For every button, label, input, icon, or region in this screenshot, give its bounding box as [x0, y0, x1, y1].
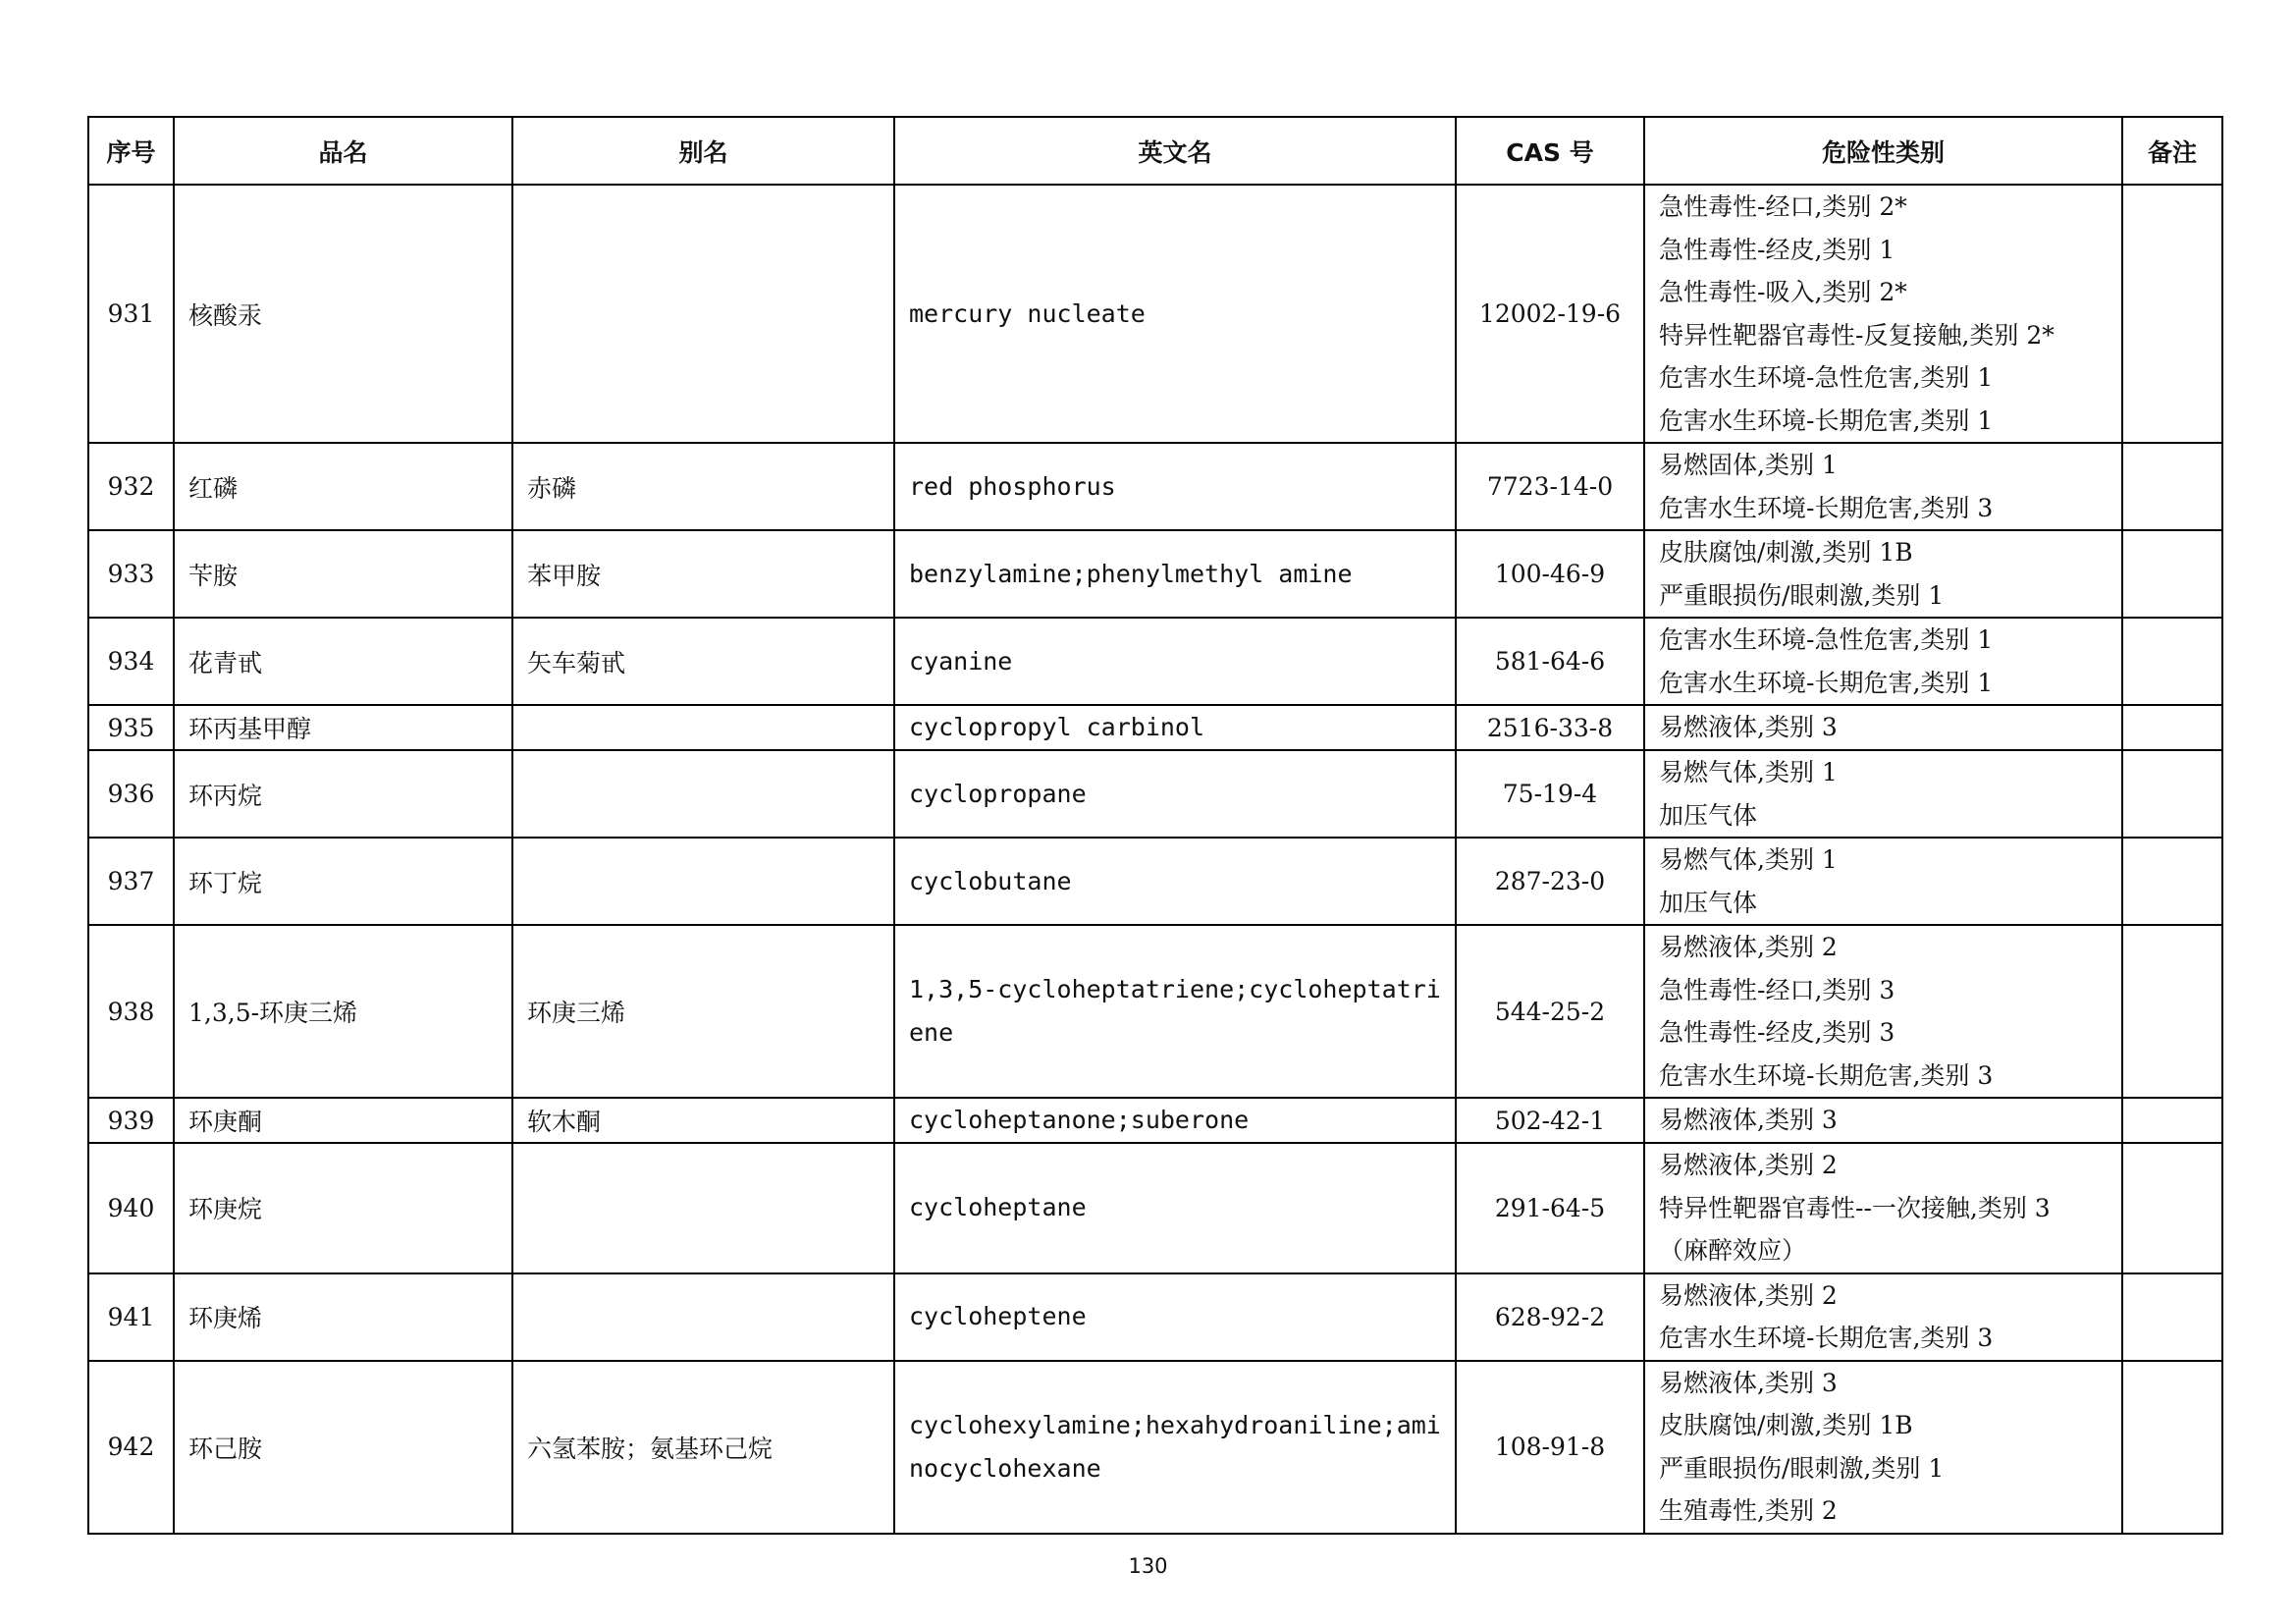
cell-no: 934 [88, 618, 174, 705]
hazard-line: 易燃固体,类别 1 [1659, 451, 1838, 479]
hazard-line: 皮肤腐蚀/刺激,类别 1B [1659, 1411, 1913, 1439]
cell-english-name: benzylamine;phenylmethyl amine [894, 530, 1456, 618]
cell-remark [2122, 705, 2222, 750]
cell-hazard-class [1644, 1361, 2122, 1534]
cell-name: 环丙基甲醇 [174, 705, 512, 750]
cell-cas: 2516-33-8 [1456, 705, 1644, 750]
hazard-line: 加压气体 [1659, 888, 1758, 917]
cell-name: 苄胺 [174, 530, 512, 618]
header-name: 品名 [174, 117, 512, 185]
cell-hazard-class [1644, 1273, 2122, 1361]
cell-remark [2122, 1273, 2222, 1361]
table-row [88, 925, 2222, 1098]
cell-english-name: red phosphorus [894, 443, 1456, 530]
cell-hazard-class [1644, 443, 2122, 530]
cell-alias [512, 1273, 894, 1361]
cell-name: 环庚烯 [174, 1273, 512, 1361]
cell-alias: 软木酮 [512, 1098, 894, 1143]
cell-cas: 502-42-1 [1456, 1098, 1644, 1143]
cell-no: 940 [88, 1143, 174, 1273]
cell-cas: 291-64-5 [1456, 1143, 1644, 1273]
cell-remark [2122, 530, 2222, 618]
cell-english-name: 1,3,5-cycloheptatriene;cycloheptatriene [894, 925, 1456, 1098]
hazard-line: 急性毒性-经口,类别 2* [1659, 192, 1907, 221]
hazard-line: 易燃液体,类别 2 [1659, 1280, 1838, 1310]
cell-cas: 544-25-2 [1456, 925, 1644, 1098]
table-row [88, 705, 2222, 750]
cell-cas: 287-23-0 [1456, 838, 1644, 925]
cell-hazard-class [1644, 838, 2122, 925]
hazard-line: 易燃液体,类别 2 [1659, 1151, 1838, 1179]
cell-hazard-class [1644, 705, 2122, 750]
cell-english-name: cycloheptene [894, 1273, 1456, 1361]
cell-cas: 100-46-9 [1456, 530, 1644, 618]
cell-name: 核酸汞 [174, 185, 512, 443]
cell-cas: 12002-19-6 [1456, 185, 1644, 443]
cell-alias [512, 1143, 894, 1273]
cell-alias: 苯甲胺 [512, 530, 894, 618]
cell-name: 1,3,5-环庚三烯 [174, 925, 512, 1098]
cell-alias [512, 838, 894, 925]
table-body [88, 185, 2222, 1534]
table-row [88, 1361, 2222, 1534]
hazard-line: 危害水生环境-长期危害,类别 1 [1659, 668, 1994, 697]
cell-english-name: cyclobutane [894, 838, 1456, 925]
cell-remark [2122, 838, 2222, 925]
cell-alias: 赤磷 [512, 443, 894, 530]
table-header-row [88, 117, 2222, 185]
hazard-line: 生殖毒性,类别 2 [1659, 1496, 1838, 1525]
cell-remark [2122, 1143, 2222, 1273]
cell-hazard-class [1644, 925, 2122, 1098]
cell-hazard-class [1644, 618, 2122, 705]
cell-name: 红磷 [174, 443, 512, 530]
cell-english-name: mercury nucleate [894, 185, 1456, 443]
cell-alias: 矢车菊甙 [512, 618, 894, 705]
hazard-line: 特异性靶器官毒性-反复接触,类别 2* [1659, 320, 2055, 350]
header-alias: 别名 [512, 117, 894, 185]
cell-hazard-class [1644, 1143, 2122, 1273]
cell-no: 931 [88, 185, 174, 443]
page-number: 130 [1128, 1554, 1168, 1578]
cell-name: 环丙烷 [174, 750, 512, 838]
hazard-line: 加压气体 [1659, 800, 1758, 830]
header-remark: 备注 [2122, 117, 2222, 185]
table-row [88, 1098, 2222, 1143]
cell-name: 环庚酮 [174, 1098, 512, 1143]
hazard-line: 急性毒性-吸入,类别 2* [1659, 278, 1907, 306]
cell-no: 932 [88, 443, 174, 530]
cell-english-name: cyclopropane [894, 750, 1456, 838]
hazard-line: 严重眼损伤/眼刺激,类别 1 [1659, 1453, 1945, 1483]
hazard-line: 危害水生环境-长期危害,类别 3 [1659, 1324, 1994, 1352]
cell-name: 环丁烷 [174, 838, 512, 925]
cell-hazard-class [1644, 185, 2122, 443]
cell-alias [512, 750, 894, 838]
cell-no: 941 [88, 1273, 174, 1361]
hazard-line: 易燃液体,类别 3 [1659, 1368, 1838, 1397]
cell-no: 937 [88, 838, 174, 925]
hazard-line: 急性毒性-经皮,类别 3 [1659, 1018, 1896, 1047]
hazard-line: 急性毒性-经口,类别 3 [1659, 975, 1896, 1004]
hazard-line: 危害水生环境-长期危害,类别 3 [1659, 1060, 1994, 1090]
hazard-line: 危害水生环境-急性危害,类别 1 [1659, 625, 1994, 654]
table-row [88, 443, 2222, 530]
hazard-line: 易燃气体,类别 1 [1659, 845, 1838, 874]
cell-hazard-class [1644, 1098, 2122, 1143]
hazard-line: 易燃液体,类别 3 [1659, 1106, 1838, 1135]
cell-remark [2122, 750, 2222, 838]
cell-cas: 628-92-2 [1456, 1273, 1644, 1361]
cell-english-name: cycloheptane [894, 1143, 1456, 1273]
cell-no: 939 [88, 1098, 174, 1143]
table-row [88, 185, 2222, 443]
cell-hazard-class [1644, 530, 2122, 618]
cell-english-name: cyclopropyl carbinol [894, 705, 1456, 750]
cell-no: 935 [88, 705, 174, 750]
table-row [88, 1273, 2222, 1361]
hazard-line: 易燃液体,类别 3 [1659, 713, 1838, 742]
cell-english-name: cyanine [894, 618, 1456, 705]
cell-alias [512, 185, 894, 443]
cell-remark [2122, 185, 2222, 443]
cell-no: 933 [88, 530, 174, 618]
cell-cas: 581-64-6 [1456, 618, 1644, 705]
cell-english-name: cyclohexylamine;hexahydroaniline;aminocyclohexane [894, 1361, 1456, 1534]
cell-name: 花青甙 [174, 618, 512, 705]
cell-alias: 环庚三烯 [512, 925, 894, 1098]
hazard-line: 急性毒性-经皮,类别 1 [1659, 235, 1896, 264]
cell-no: 936 [88, 750, 174, 838]
table-row [88, 1143, 2222, 1273]
cell-alias [512, 705, 894, 750]
cell-hazard-class [1644, 750, 2122, 838]
hazardous-chemicals-table [87, 116, 2223, 1535]
cell-cas: 7723-14-0 [1456, 443, 1644, 530]
header-english-name: 英文名 [894, 117, 1456, 185]
cell-remark [2122, 1098, 2222, 1143]
header-hazard-class: 危险性类别 [1644, 117, 2122, 185]
header-no: 序号 [88, 117, 174, 185]
table-row [88, 838, 2222, 925]
hazard-line: 皮肤腐蚀/刺激,类别 1B [1659, 538, 1913, 567]
hazard-line: 严重眼损伤/眼刺激,类别 1 [1659, 580, 1945, 610]
table-row [88, 530, 2222, 618]
table-row [88, 750, 2222, 838]
hazard-line: 危害水生环境-急性危害,类别 1 [1659, 363, 1994, 392]
table-row [88, 618, 2222, 705]
cell-remark [2122, 925, 2222, 1098]
cell-cas: 108-91-8 [1456, 1361, 1644, 1534]
hazard-line: （麻醉效应） [1659, 1236, 1807, 1265]
hazard-line: 易燃气体,类别 1 [1659, 758, 1838, 786]
hazard-line: 危害水生环境-长期危害,类别 1 [1659, 406, 1994, 435]
cell-english-name: cycloheptanone;suberone [894, 1098, 1456, 1143]
cell-no: 942 [88, 1361, 174, 1534]
cell-no: 938 [88, 925, 174, 1098]
cell-name: 环己胺 [174, 1361, 512, 1534]
cell-alias: 六氢苯胺；氨基环己烷 [512, 1361, 894, 1534]
hazard-line: 特异性靶器官毒性--一次接触,类别 3 [1659, 1193, 2051, 1222]
cell-name: 环庚烷 [174, 1143, 512, 1273]
cell-remark [2122, 618, 2222, 705]
hazard-line: 危害水生环境-长期危害,类别 3 [1659, 493, 1994, 522]
cell-remark [2122, 443, 2222, 530]
header-cas: CAS 号 [1456, 117, 1644, 185]
cell-cas: 75-19-4 [1456, 750, 1644, 838]
hazard-line: 易燃液体,类别 2 [1659, 933, 1838, 961]
cell-remark [2122, 1361, 2222, 1534]
